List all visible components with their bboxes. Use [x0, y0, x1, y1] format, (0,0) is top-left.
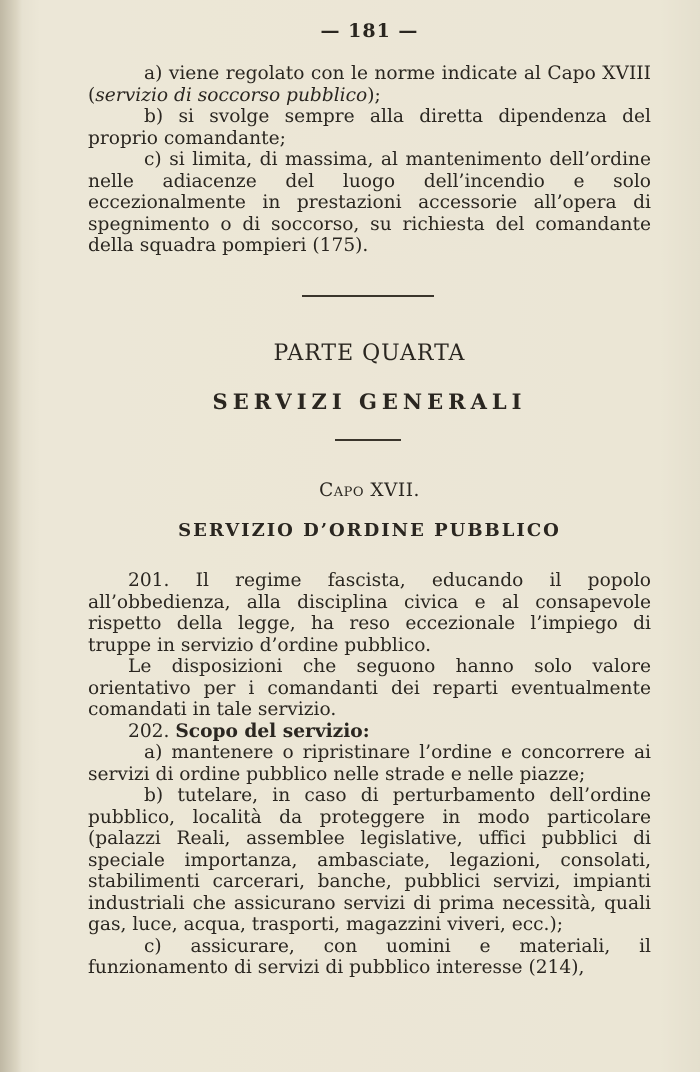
paragraph-201: 201. Il regime fascista, educando il popolo all’obbedienza, alla disciplina civica e al consapevole rispetto della legge, ha reso eccezionale l’impiego di truppe in servizio d’ordine pubblico. — [88, 570, 651, 656]
part-subtitle: SERVIZI GENERALI — [212, 389, 527, 414]
page-content — [88, 0, 651, 1072]
item-c: c) si limita, di massima, al mantenimento dell’ordine nelle adiacenze del luogo dell’incendio e solo eccezionalmente in prestazioni accessorie all’opera di spegnimento o di soccorso, su richiesta del comandante della squadra pompieri (175). — [88, 149, 651, 256]
part-title: PARTE QUARTA — [273, 341, 466, 366]
paragraph-202-b: b) tutelare, in caso di perturbamento dell’ordine pubblico, località da proteggere in modo particolare (palazzi Reali, assemblee legislative, uffici pubblici di speciale importanza, ambasciate, legazioni, consolati, stabilimenti carcerari, banche, pubblici servizi, impianti industriali che assicurano servizi di prima necessità, quali gas, luce, acqua, trasporti, magazzini viveri, ecc.); — [88, 785, 651, 935]
page-number: — 181 — — [320, 20, 419, 42]
top-section — [88, 63, 651, 257]
item-b: b) si svolge sempre alla diretta dipendenza del proprio comandante; — [88, 106, 651, 149]
chapter-title: SERVIZIO D’ORDINE PUBBLICO — [178, 520, 561, 541]
paragraph-202-c: c) assicurare, con uomini e materiali, il funzionamento di servizi di pubblico interesse (214), — [88, 935, 651, 978]
binding-gutter — [0, 0, 22, 1072]
section-divider — [302, 295, 434, 297]
paragraph-202-a: a) mantenere o ripristinare l’ordine e concorrere ai servizi di ordine pubblico nelle strade e nelle piazze; — [88, 742, 651, 785]
paragraph-202-heading: 202. Scopo del servizio: — [128, 720, 370, 742]
item-a: a) viene regolato con le norme indicate al Capo XVIII (servizio di soccorso pubblico); — [88, 63, 651, 106]
main-body — [88, 570, 651, 979]
paragraph-201-continued: Le disposizioni che seguono hanno solo valore orientativo per i comandanti dei reparti eventualmente comandati in tale servizio. — [88, 656, 651, 720]
short-divider — [335, 439, 401, 441]
chapter-number: Capo XVII. — [319, 480, 420, 501]
